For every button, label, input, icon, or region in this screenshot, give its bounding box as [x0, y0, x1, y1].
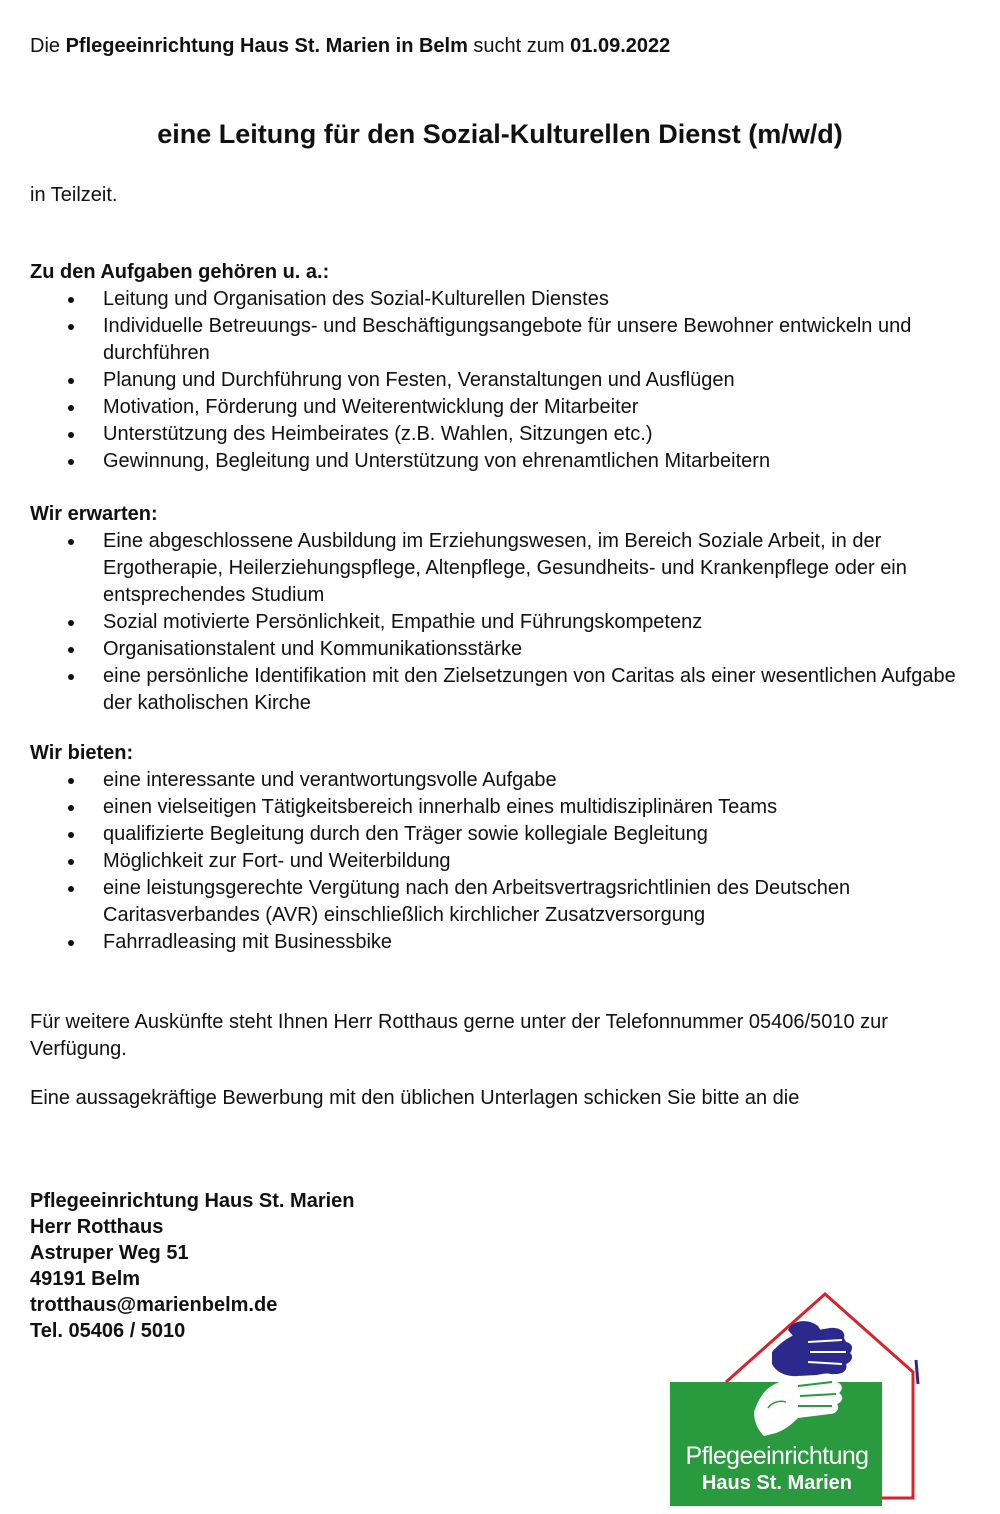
list-item — [30, 394, 960, 421]
list-item — [30, 794, 960, 821]
list-item — [30, 821, 960, 848]
list-item — [30, 421, 960, 448]
list-item — [30, 528, 960, 609]
list-item-text: eine persönliche Identifikation mit den Zielsetzungen von Caritas als einer wesentlichen Aufgabe der katholischen Kirche — [103, 665, 956, 714]
list-item — [30, 636, 960, 663]
requirements-section — [30, 501, 960, 717]
list-item-text: Unterstützung des Heimbeirates (z.B. Wahlen, Sitzungen etc.) — [103, 423, 653, 445]
job-title: eine Leitung für den Sozial-Kulturellen Dienst (m/w/d) — [157, 119, 843, 149]
bullet-icon — [68, 459, 74, 465]
bullet-icon — [68, 940, 74, 946]
contact-email[interactable]: trotthaus@marienbelm.de — [30, 1294, 278, 1316]
list-item — [30, 663, 960, 717]
bullet-icon — [68, 432, 74, 438]
bullet-icon — [68, 405, 74, 411]
list-item — [30, 448, 960, 475]
bullet-icon — [68, 778, 74, 784]
requirements-list — [30, 528, 960, 717]
contact-organization: Pflegeeinrichtung Haus St. Marien — [30, 1190, 355, 1212]
benefits-list — [30, 767, 960, 956]
list-item-text: Motivation, Förderung und Weiterentwicklung der Mitarbeiter — [103, 396, 639, 418]
list-item — [30, 313, 960, 367]
benefits-heading: Wir bieten: — [30, 742, 134, 764]
intro-text-middle: sucht zum — [467, 35, 571, 57]
list-item — [30, 929, 960, 956]
intro-line — [30, 33, 970, 60]
list-item — [30, 875, 960, 929]
bullet-icon — [68, 832, 74, 838]
contact-person: Herr Rotthaus — [30, 1216, 164, 1238]
list-item — [30, 286, 960, 313]
facility-name: Pflegeeinrichtung Haus St. Marien in Belm — [65, 35, 468, 57]
bullet-icon — [68, 674, 74, 680]
start-date: 01.09.2022 — [570, 35, 671, 57]
bullet-icon — [68, 297, 74, 303]
list-item-text: eine leistungsgerechte Vergütung nach den Arbeitsvertragsrichtlinien des Deutschen Caritasverbandes (AVR) einschließlich kirchlicher Zusatzversorgung — [103, 877, 851, 926]
tasks-section — [30, 259, 960, 475]
list-item-text: eine interessante und verantwortungsvolle Aufgabe — [103, 769, 557, 791]
contact-phone: Tel. 05406 / 5010 — [30, 1320, 186, 1342]
list-item-text: Organisationstalent und Kommunikationsstärke — [103, 638, 523, 660]
tasks-heading: Zu den Aufgaben gehören u. a.: — [30, 261, 330, 283]
list-item-text: Eine abgeschlossene Ausbildung im Erziehungswesen, im Bereich Soziale Arbeit, in der Ergotherapie, Heilerziehungspflege, Altenpflege, Gesundheits- und Krankenpflege oder ein entsprechendes Studium — [103, 530, 907, 606]
list-item-text: Leitung und Organisation des Sozial-Kulturellen Dienstes — [103, 288, 609, 310]
intro-text-start: Die — [30, 35, 66, 57]
tasks-list — [30, 286, 960, 475]
list-item — [30, 367, 960, 394]
bullet-icon — [68, 805, 74, 811]
employment-type: in Teilzeit. — [30, 184, 118, 206]
list-item — [30, 767, 960, 794]
list-item-text: Möglichkeit zur Fort- und Weiterbildung — [103, 850, 451, 872]
list-item — [30, 848, 960, 875]
application-paragraph: Eine aussagekräftige Bewerbung mit den üblichen Unterlagen schicken Sie bitte an die — [30, 1087, 800, 1109]
requirements-heading: Wir erwarten: — [30, 503, 158, 525]
logo-text-line1: Pflegeeinrichtung — [685, 1442, 869, 1470]
bullet-icon — [68, 378, 74, 384]
logo-text-line2: Haus St. Marien — [701, 1472, 853, 1494]
list-item — [30, 609, 960, 636]
list-item-text: Gewinnung, Begleitung und Unterstützung von ehrenamtlichen Mitarbeitern — [103, 450, 771, 472]
bullet-icon — [68, 539, 74, 545]
bullet-icon — [68, 886, 74, 892]
logo-accent-mark — [916, 1360, 918, 1384]
bullet-icon — [68, 647, 74, 653]
bullet-icon — [68, 859, 74, 865]
benefits-section — [30, 740, 960, 956]
facility-logo — [668, 1290, 928, 1510]
contact-city: 49191 Belm — [30, 1268, 141, 1290]
list-item-text: einen vielseitigen Tätigkeitsbereich innerhalb eines multidisziplinären Teams — [103, 796, 778, 818]
contact-street: Astruper Weg 51 — [30, 1242, 189, 1264]
list-item-text: Individuelle Betreuungs- und Beschäftigungsangebote für unsere Bewohner entwickeln und durchführen — [103, 315, 912, 364]
bullet-icon — [68, 620, 74, 626]
list-item-text: qualifizierte Begleitung durch den Träger sowie kollegiale Begleitung — [103, 823, 708, 845]
list-item-text: Fahrradleasing mit Businessbike — [103, 931, 393, 953]
list-item-text: Sozial motivierte Persönlichkeit, Empathie und Führungskompetenz — [103, 611, 703, 633]
list-item-text: Planung und Durchführung von Festen, Veranstaltungen und Ausflügen — [103, 369, 735, 391]
contact-address — [30, 1188, 355, 1344]
bullet-icon — [68, 324, 74, 330]
info-paragraph: Für weitere Auskünfte steht Ihnen Herr Rotthaus gerne unter der Telefonnummer 05406/5010 zur Verfügung. — [30, 1011, 888, 1060]
